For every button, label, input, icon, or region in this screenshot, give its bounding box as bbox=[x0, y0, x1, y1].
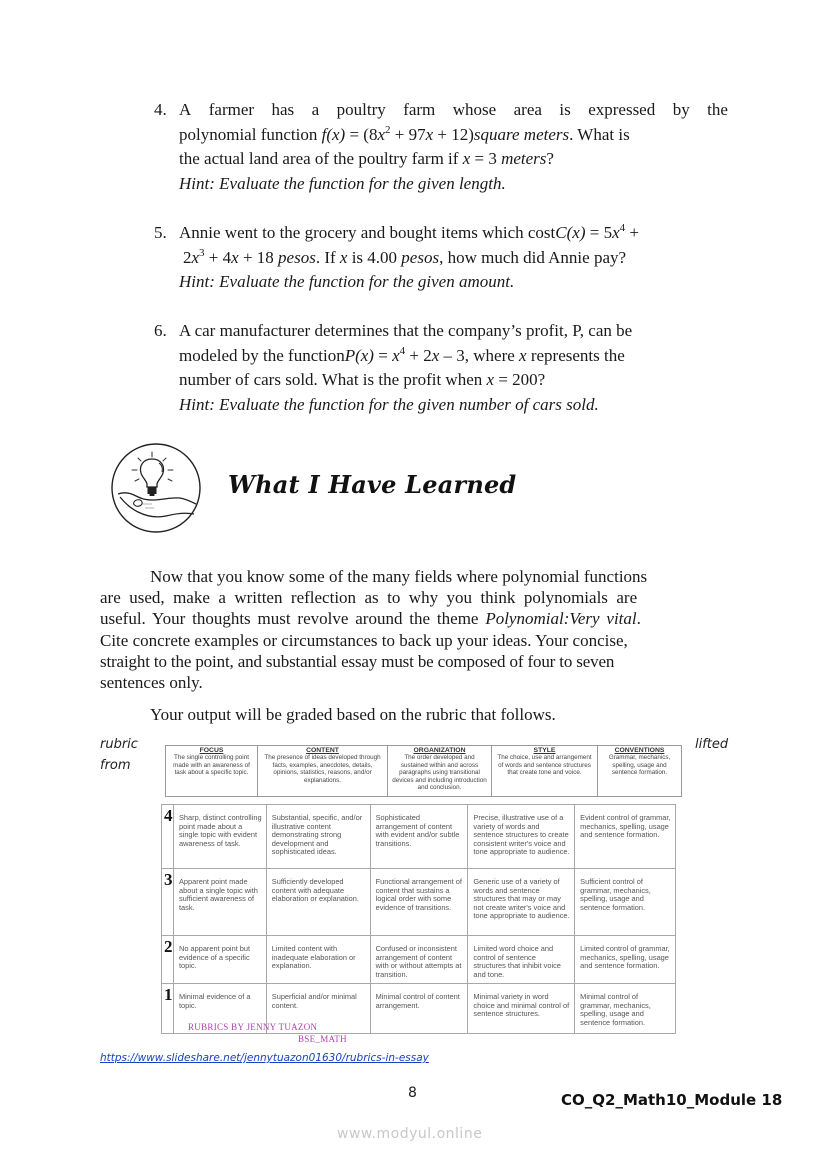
rubric-intro: Your output will be graded based on the rubric that follows. bbox=[150, 705, 556, 724]
rubric-header-organization bbox=[388, 746, 492, 796]
table-cell: Confused or inconsistent arrangement of content with or without attempts at transition. bbox=[370, 936, 468, 984]
text: + 18 bbox=[238, 247, 279, 267]
word: farm bbox=[403, 100, 436, 119]
text: = bbox=[373, 345, 393, 365]
side-note-lifted: lifted bbox=[695, 737, 729, 752]
header-desc: The choice, use and arrangement of words and sentence structures that create tone and voice. bbox=[497, 754, 592, 777]
text: ? bbox=[546, 149, 554, 168]
question-6 bbox=[154, 319, 728, 417]
side-note-from: from bbox=[100, 758, 131, 773]
word: A bbox=[179, 100, 192, 119]
question-4-line-2 bbox=[179, 123, 728, 148]
unit: square meters bbox=[473, 124, 570, 144]
rubric-header-content bbox=[258, 746, 388, 796]
math-var: x bbox=[392, 345, 400, 365]
site-footer: www.modyul.online bbox=[337, 1126, 483, 1142]
math-var: x bbox=[612, 223, 620, 242]
question-6-line-2 bbox=[179, 344, 728, 369]
unit: pesos bbox=[401, 247, 440, 267]
text: = 200? bbox=[494, 370, 546, 389]
table-cell: Functional arrangement of content that sustains a logical order with some evidence of transitions. bbox=[370, 869, 468, 936]
side-note-rubric: rubric bbox=[100, 737, 138, 752]
question-4 bbox=[154, 98, 728, 196]
text: + bbox=[625, 223, 639, 242]
table-cell: Sufficient control of grammar, mechanics, spelling, usage and sentence formation. bbox=[575, 869, 676, 936]
question-4-line-1 bbox=[179, 98, 728, 123]
table-cell: Generic use of a variety of words and sentence structures that may or may not create writer's voice and tone appropriate to audience. bbox=[468, 869, 575, 936]
text: = 3 bbox=[470, 149, 497, 168]
question-5 bbox=[154, 221, 728, 295]
exponent: 3 bbox=[199, 246, 205, 259]
reflection-paragraph bbox=[100, 566, 727, 693]
header-title: FOCUS bbox=[199, 747, 224, 754]
math-var: x bbox=[191, 247, 200, 267]
text: Now that you know some of the many fields where polynomial functions bbox=[150, 567, 648, 586]
text: . What is bbox=[569, 124, 630, 144]
exponent: 4 bbox=[399, 344, 406, 357]
question-number: 5. bbox=[154, 223, 167, 242]
question-5-line-2 bbox=[179, 246, 728, 271]
word: poultry bbox=[336, 100, 386, 119]
table-row bbox=[162, 869, 676, 936]
text: + 4 bbox=[204, 247, 232, 267]
text: modeled by the function bbox=[179, 345, 345, 365]
question-number: 6. bbox=[154, 321, 167, 340]
word: farmer bbox=[208, 100, 255, 119]
rubric-header-focus bbox=[166, 746, 258, 796]
math-var: P(x) bbox=[344, 345, 374, 365]
unit: meters bbox=[501, 149, 547, 168]
reflection-line bbox=[100, 566, 727, 587]
word: the bbox=[707, 100, 728, 119]
header-desc: Grammar, mechanics, spelling, usage and sentence formation. bbox=[608, 754, 671, 777]
table-cell: Substantial, specific, and/or illustrative content demonstrating strong development and sophisticated ideas. bbox=[266, 805, 370, 869]
section-title: What I Have Learned bbox=[228, 470, 517, 499]
text: are used, make a written reflection as to why you think polynomials are bbox=[100, 588, 638, 608]
math-var: x bbox=[339, 247, 348, 267]
text: useful. Your thoughts must revolve around the theme bbox=[100, 609, 486, 629]
rubric-table bbox=[161, 804, 676, 1034]
question-5-line-1 bbox=[179, 221, 728, 246]
text: , how much did Annie pay? bbox=[439, 247, 627, 267]
text: + 2 bbox=[405, 345, 432, 365]
theme-text: Polynomial:Very vital bbox=[485, 609, 637, 629]
question-6-hint: Hint: Evaluate the function for the given number of cars sold. bbox=[179, 394, 599, 414]
text: + 97 bbox=[390, 124, 426, 144]
math-var: x bbox=[486, 370, 495, 389]
source-link[interactable]: https://www.slideshare.net/jennytuazon01630/rubrics-in-essay bbox=[100, 1052, 429, 1064]
rubric-header-table bbox=[165, 745, 682, 797]
table-cell: Apparent point made about a single topic with sufficient awareness of task. bbox=[173, 869, 266, 936]
score-cell: 1 bbox=[162, 984, 174, 1034]
table-cell: Limited control of grammar, mechanics, spelling, usage and sentence formation. bbox=[575, 936, 676, 984]
table-cell: Minimal variety in word choice and minimal control of sentence structures. bbox=[468, 984, 575, 1034]
question-number: 4. bbox=[154, 100, 167, 119]
score-cell: 4 bbox=[162, 805, 174, 869]
text: Cite concrete examples or circumstances to back up your ideas. Your concise, bbox=[100, 630, 628, 650]
unit: pesos bbox=[278, 247, 316, 267]
exponent: 2 bbox=[385, 123, 391, 136]
reflection-line bbox=[100, 651, 727, 672]
text: . bbox=[636, 609, 641, 629]
math-var: (x) bbox=[326, 124, 346, 144]
math-var: x bbox=[462, 149, 471, 168]
text: = 5 bbox=[585, 223, 613, 242]
word: whose bbox=[452, 100, 497, 119]
word: a bbox=[311, 100, 320, 119]
reflection-line bbox=[100, 608, 727, 629]
question-4-line-3 bbox=[179, 147, 728, 172]
score-cell: 2 bbox=[162, 936, 174, 984]
watermark-line-1: RUBRICS BY JENNY TUAZON bbox=[188, 1022, 318, 1032]
text: + 12) bbox=[433, 124, 474, 144]
table-cell: No apparent point but evidence of a specific topic. bbox=[173, 936, 266, 984]
text: – 3, where bbox=[439, 345, 520, 365]
rubric-header-conventions bbox=[598, 746, 681, 796]
section-heading bbox=[110, 442, 530, 534]
header-title: STYLE bbox=[533, 747, 556, 754]
question-4-hint: Hint: Evaluate the function for the given length. bbox=[179, 173, 506, 193]
header-title: CONTENT bbox=[306, 747, 339, 754]
table-cell: Superficial and/or minimal content. bbox=[266, 984, 370, 1034]
page-number: 8 bbox=[408, 1085, 417, 1101]
text: 2 bbox=[183, 247, 192, 267]
word: is bbox=[559, 100, 571, 119]
header-desc: The order developed and sustained within and across paragraphs using transitional devices and including introduction and conclusion. bbox=[392, 754, 487, 792]
text: sentences only. bbox=[100, 673, 203, 693]
text: number of cars sold. What is the profit when bbox=[179, 370, 487, 389]
header-desc: The single controlling point made with an awareness of task about a specific topic. bbox=[173, 754, 250, 777]
table-cell: Evident control of grammar, mechanics, spelling, usage and sentence formation. bbox=[575, 805, 676, 869]
table-cell: Sharp, distinct controlling point made about a single topic with evident awareness of task. bbox=[173, 805, 266, 869]
word: area bbox=[513, 100, 542, 119]
score-cell: 3 bbox=[162, 869, 174, 936]
table-cell: Minimal control of content arrangement. bbox=[370, 984, 468, 1034]
watermark-line-2: BSE_MATH bbox=[298, 1034, 347, 1044]
table-cell: Minimal evidence of a topic. bbox=[173, 984, 266, 1034]
math-var: x bbox=[425, 124, 434, 144]
text: straight to the point, and substantial essay must be composed of four to seven bbox=[100, 651, 615, 671]
table-cell: Precise, illustrative use of a variety of words and sentence structures to create consistent writer's voice and tone appropriate to audience. bbox=[468, 805, 575, 869]
module-code: CO_Q2_Math10_Module 18 bbox=[561, 1091, 783, 1109]
table-cell: Minimal control of grammar, mechanics, spelling, usage and sentence formation. bbox=[575, 984, 676, 1034]
table-row bbox=[162, 936, 676, 984]
question-5-hint: Hint: Evaluate the function for the given amount. bbox=[179, 272, 515, 291]
math-var: C(x) bbox=[555, 223, 586, 242]
exponent: 4 bbox=[619, 222, 626, 234]
table-cell: Sophisticated arrangement of content with evident and/or subtle transitions. bbox=[370, 805, 468, 869]
text bbox=[100, 608, 641, 629]
table-cell: Sufficiently developed content with adequate elaboration or explanation. bbox=[266, 869, 370, 936]
lightbulb-in-hand-icon bbox=[110, 442, 202, 534]
header-desc: The presence of ideas developed through facts, examples, anecdotes, details, opinions, statistics, reasons, and/or explanations. bbox=[264, 754, 381, 784]
text: . If bbox=[315, 247, 340, 267]
reflection-line bbox=[100, 587, 727, 608]
word: by bbox=[672, 100, 690, 119]
word: has bbox=[271, 100, 295, 119]
question-6-line-3 bbox=[179, 368, 728, 393]
table-row bbox=[162, 805, 676, 869]
text: polynomial function bbox=[179, 124, 322, 144]
rubric-watermark bbox=[188, 1022, 388, 1048]
text: the actual land area of the poultry farm if bbox=[179, 149, 463, 168]
word: expressed bbox=[588, 100, 656, 119]
math-var: x bbox=[377, 124, 385, 144]
reflection-line bbox=[100, 630, 727, 651]
math-var: x bbox=[519, 345, 527, 365]
table-cell: Limited content with inadequate elaboration or explanation. bbox=[266, 936, 370, 984]
text: = (8 bbox=[345, 124, 378, 144]
reflection-line bbox=[100, 672, 727, 693]
question-6-line-1: A car manufacturer determines that the company’s profit, P, can be bbox=[179, 321, 633, 340]
math-var: x bbox=[231, 247, 239, 267]
math-var: f bbox=[321, 124, 327, 144]
rubric-header-style bbox=[492, 746, 598, 796]
table-cell: Limited word choice and control of sentence structures that inhibit voice and tone. bbox=[468, 936, 575, 984]
header-title: CONVENTIONS bbox=[614, 747, 665, 754]
text: Annie went to the grocery and bought items which cost bbox=[179, 223, 556, 242]
text: is 4.00 bbox=[347, 247, 402, 267]
math-var: x bbox=[431, 345, 440, 365]
header-title: ORGANIZATION bbox=[413, 747, 466, 754]
text: represents the bbox=[526, 345, 625, 365]
